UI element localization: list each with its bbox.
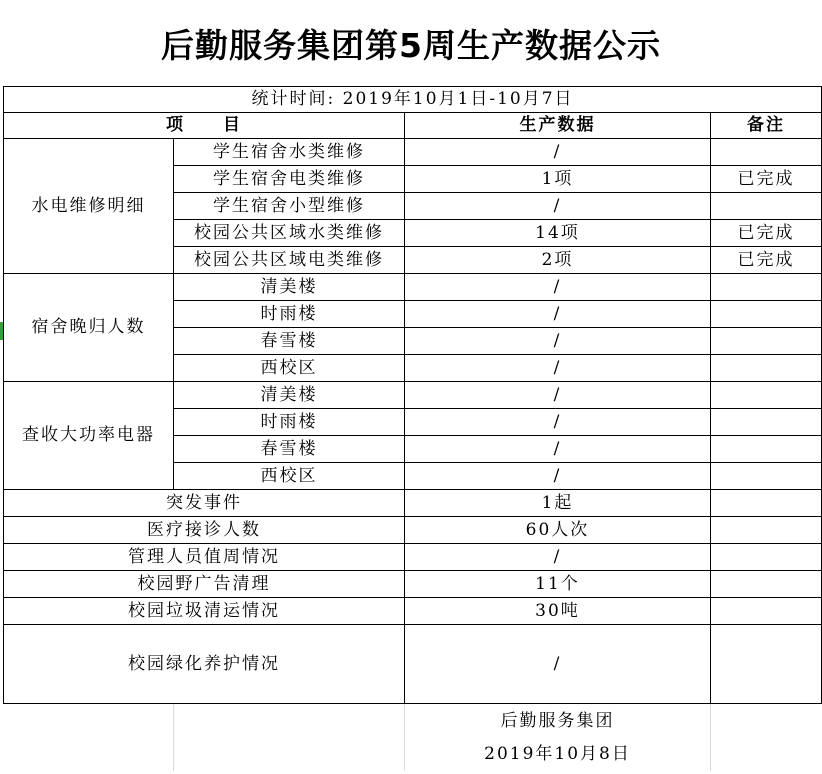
sub-item-label: 西校区 — [174, 463, 405, 490]
data-value: / — [405, 139, 711, 166]
item-label: 医疗接诊人数 — [4, 517, 405, 544]
sub-item-label: 校园公共区域电类维修 — [174, 247, 405, 274]
note-value — [711, 382, 822, 409]
footer-org: 后勤服务集团 — [405, 704, 711, 739]
note-value — [711, 544, 822, 571]
stat-period-row — [4, 87, 822, 113]
data-value: / — [405, 301, 711, 328]
table-row — [4, 625, 822, 704]
note-value — [711, 490, 822, 517]
sub-item-label: 时雨楼 — [174, 409, 405, 436]
data-value: / — [405, 409, 711, 436]
note-value — [711, 517, 822, 544]
footer-date: 2019年10月8日 — [405, 739, 711, 771]
sub-item-label: 清美楼 — [174, 274, 405, 301]
empty-cell — [4, 704, 174, 739]
header-data: 生产数据 — [405, 113, 711, 139]
data-value: 11个 — [405, 571, 711, 598]
footer-row — [4, 739, 822, 771]
data-value: 1项 — [405, 166, 711, 193]
sub-item-label: 时雨楼 — [174, 301, 405, 328]
sub-item-label: 校园公共区域水类维修 — [174, 220, 405, 247]
table-row — [4, 382, 822, 409]
data-value: / — [405, 328, 711, 355]
note-value — [711, 436, 822, 463]
note-value — [711, 193, 822, 220]
data-value: 14项 — [405, 220, 711, 247]
document-title: 后勤服务集团第5周生产数据公示 — [161, 25, 661, 65]
note-value — [711, 409, 822, 436]
data-value: / — [405, 436, 711, 463]
data-value: / — [405, 193, 711, 220]
data-value: / — [405, 625, 711, 704]
note-value: 已完成 — [711, 247, 822, 274]
note-value — [711, 355, 822, 382]
data-table — [3, 86, 822, 771]
empty-cell — [174, 704, 405, 739]
item-label: 管理人员值周情况 — [4, 544, 405, 571]
group-label: 宿舍晚归人数 — [4, 274, 174, 382]
sub-item-label: 学生宿舍小型维修 — [174, 193, 405, 220]
header-note: 备注 — [711, 113, 822, 139]
sub-item-label: 学生宿舍水类维修 — [174, 139, 405, 166]
data-value: / — [405, 544, 711, 571]
note-value — [711, 328, 822, 355]
data-value: / — [405, 463, 711, 490]
group-label: 水电维修明细 — [4, 139, 174, 274]
data-value: / — [405, 382, 711, 409]
empty-cell — [711, 739, 822, 771]
data-value: / — [405, 355, 711, 382]
note-value: 已完成 — [711, 220, 822, 247]
sub-item-label: 春雪楼 — [174, 436, 405, 463]
table-row — [4, 274, 822, 301]
item-label: 校园垃圾清运情况 — [4, 598, 405, 625]
note-value — [711, 571, 822, 598]
empty-cell — [711, 704, 822, 739]
data-value: 1起 — [405, 490, 711, 517]
table-row — [4, 544, 822, 571]
data-value: 2项 — [405, 247, 711, 274]
item-label: 校园野广告清理 — [4, 571, 405, 598]
empty-cell — [4, 739, 174, 771]
table-row — [4, 571, 822, 598]
sub-item-label: 春雪楼 — [174, 328, 405, 355]
header-row — [4, 113, 822, 139]
note-value — [711, 139, 822, 166]
table-row — [4, 490, 822, 517]
data-value: 60人次 — [405, 517, 711, 544]
item-label: 突发事件 — [4, 490, 405, 517]
note-value — [711, 598, 822, 625]
table-row — [4, 598, 822, 625]
data-value: 30吨 — [405, 598, 711, 625]
sub-item-label: 学生宿舍电类维修 — [174, 166, 405, 193]
footer-row — [4, 704, 822, 739]
group-label: 查收大功率电器 — [4, 382, 174, 490]
empty-cell — [174, 739, 405, 771]
note-value — [711, 463, 822, 490]
note-value — [711, 274, 822, 301]
note-value — [711, 301, 822, 328]
header-item: 项 目 — [4, 113, 405, 139]
stat-period: 统计时间: 2019年10月1日-10月7日 — [4, 87, 822, 113]
sub-item-label: 西校区 — [174, 355, 405, 382]
table-row — [4, 139, 822, 166]
item-label: 校园绿化养护情况 — [4, 625, 405, 704]
data-value: / — [405, 274, 711, 301]
note-value: 已完成 — [711, 166, 822, 193]
note-value — [711, 625, 822, 704]
sub-item-label: 清美楼 — [174, 382, 405, 409]
table-row — [4, 517, 822, 544]
